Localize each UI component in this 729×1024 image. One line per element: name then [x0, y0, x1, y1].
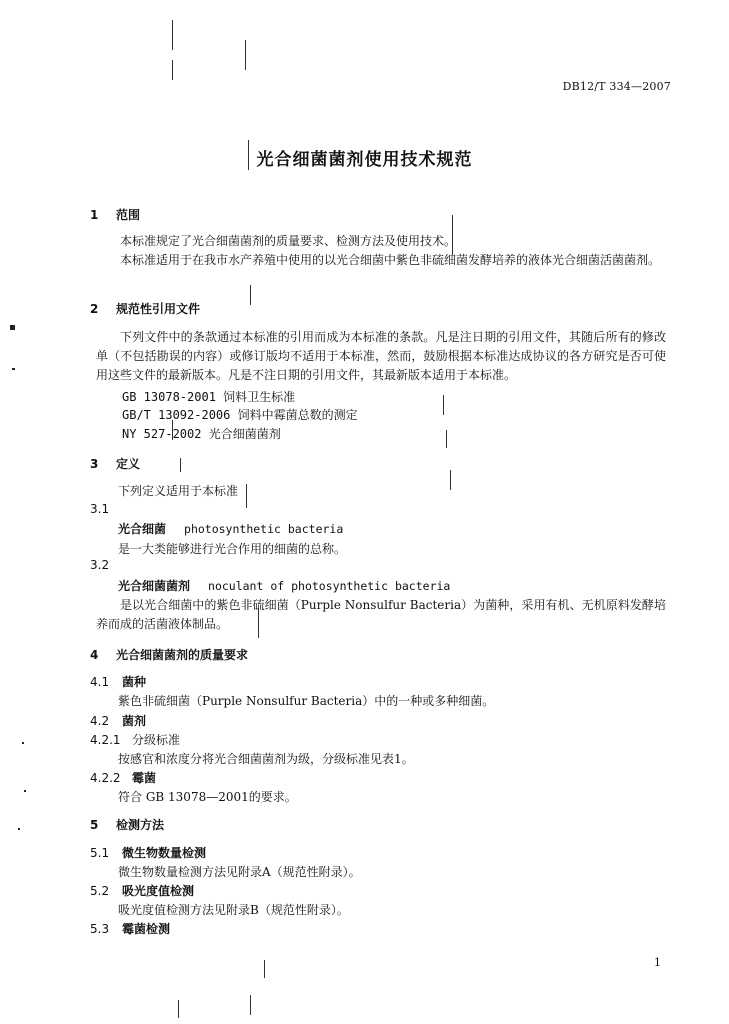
- subsection-4-2-2: [90, 769, 156, 786]
- section-3-heading: [90, 455, 140, 472]
- scan-artifact-line: [172, 20, 173, 50]
- subsection-number: 4.2: [90, 714, 110, 728]
- section-4-heading: [90, 646, 248, 663]
- term-3-2: [118, 577, 450, 594]
- section-title: 检测方法: [116, 818, 165, 832]
- reference-item: GB 13078-2001 饲料卫生标准: [122, 390, 296, 404]
- page-number: 1: [654, 956, 661, 969]
- subsection-title: 霉菌检测: [122, 922, 171, 936]
- subsection-4-1: [90, 673, 146, 690]
- scan-artifact-line: [246, 484, 247, 508]
- section-title: 定义: [116, 457, 141, 471]
- scan-artifact-line: [446, 430, 447, 448]
- section-5-heading: [90, 816, 164, 833]
- scan-artifact-line: [172, 60, 173, 80]
- scan-artifact-line: [250, 285, 251, 305]
- subsection-number: 5.1: [90, 846, 110, 860]
- scan-artifact-line: [250, 995, 251, 1015]
- subsection-5-3: [90, 920, 170, 937]
- subsection-title: 分级标准: [132, 733, 181, 747]
- section-2-paragraph: 下列文件中的条款通过本标准的引用而成为本标准的条款。凡是注日期的引用文件，其随后所有的修改单（不包括勘误的内容）或修订版均不适用于本标准，然而，鼓励根据本标准达成协议的各方研究是否可使用这些文件的最新版本。凡是不注日期的引用文件，其最新版本适用于本标准。: [96, 330, 666, 382]
- subsection-5-1-text: 微生物数量检测方法见附录A（规范性附录）。: [118, 865, 361, 879]
- subsection-4-2-2-text: 符合 GB 13078—2001的要求。: [118, 790, 297, 804]
- scan-artifact-line: [178, 1000, 179, 1018]
- subsection-title: 微生物数量检测: [122, 846, 207, 860]
- section-2-heading: [90, 300, 200, 317]
- term-3-1-definition: 是一大类能够进行光合作用的细菌的总称。: [118, 542, 347, 556]
- subsection-5-2-text: 吸光度值检测方法见附录B（规范性附录）。: [118, 903, 349, 917]
- document-title: 光合细菌菌剂使用技术规范: [256, 150, 473, 170]
- term-english: noculant of photosynthetic bacteria: [208, 579, 451, 593]
- subsection-5-2: [90, 882, 194, 899]
- section-3-paragraph: 下列定义适用于本标准: [118, 484, 239, 498]
- subsection-number: 4.2.1: [90, 733, 121, 747]
- section-number: 4: [90, 648, 99, 662]
- section-title: 规范性引用文件: [116, 302, 201, 316]
- section-number: 3: [90, 457, 99, 471]
- section-number: 2: [90, 302, 99, 316]
- scan-artifact-dot: [12, 368, 15, 370]
- section-1-paragraph-1: 本标准规定了光合细菌菌剂的质量要求、检测方法及使用技术。: [120, 234, 457, 248]
- subsection-4-2: [90, 712, 146, 729]
- scan-artifact-dot: [22, 742, 24, 744]
- term-english: photosynthetic bacteria: [184, 522, 344, 536]
- scan-artifact-line: [443, 395, 444, 415]
- subsection-title: 菌剂: [122, 714, 147, 728]
- reference-item: NY 527-2002 光合细菌菌剂: [122, 427, 281, 441]
- subsection-number: 5.2: [90, 884, 110, 898]
- scan-artifact-line: [180, 458, 181, 472]
- subsection-title: 菌种: [122, 675, 147, 689]
- subsection-number: 4.1: [90, 675, 110, 689]
- section-1-paragraph-2: 本标准适用于在我市水产养殖中使用的以光合细菌中紫色非硫细菌发酵培养的液体光合细菌活菌菌剂。: [120, 253, 661, 267]
- section-title: 范围: [116, 208, 141, 222]
- subsection-number: 5.3: [90, 922, 110, 936]
- section-1-heading: [90, 206, 140, 223]
- section-number: 1: [90, 208, 99, 222]
- subsection-5-1: [90, 844, 206, 861]
- reference-item: GB/T 13092-2006 饲料中霉菌总数的测定: [122, 408, 358, 422]
- subsection-3-1-number: 3.1: [90, 502, 110, 516]
- scan-artifact-dot: [10, 325, 15, 330]
- subsection-4-1-text: 紫色非硫细菌（Purple Nonsulfur Bacteria）中的一种或多种细菌。: [118, 694, 495, 708]
- term-chinese: 光合细菌菌剂: [118, 579, 191, 593]
- scan-artifact-line: [245, 40, 246, 70]
- subsection-4-2-1: [90, 731, 180, 748]
- subsection-number: 4.2.2: [90, 771, 121, 785]
- term-3-2-definition: 是以光合细菌中的紫色非硫细菌（Purple Nonsulfur Bacteria）为菌种，采用有机、无机原料发酵培养而成的活菌液体制品。: [96, 598, 666, 631]
- scan-artifact-line: [264, 960, 265, 978]
- scan-artifact-dot: [18, 828, 20, 830]
- subsection-4-2-1-text: 按感官和浓度分将光合细菌菌剂为级，分级标准见表1。: [118, 752, 414, 766]
- standard-code: DB12/T 334—2007: [562, 80, 671, 93]
- term-3-1: [118, 520, 343, 537]
- scan-artifact-line: [450, 470, 451, 490]
- section-number: 5: [90, 818, 99, 832]
- subsection-title: 霉菌: [132, 771, 157, 785]
- term-chinese: 光合细菌: [118, 522, 167, 536]
- subsection-title: 吸光度值检测: [122, 884, 195, 898]
- scan-artifact-dot: [24, 790, 26, 792]
- section-title: 光合细菌菌剂的质量要求: [116, 648, 249, 662]
- subsection-3-2-number: 3.2: [90, 558, 110, 572]
